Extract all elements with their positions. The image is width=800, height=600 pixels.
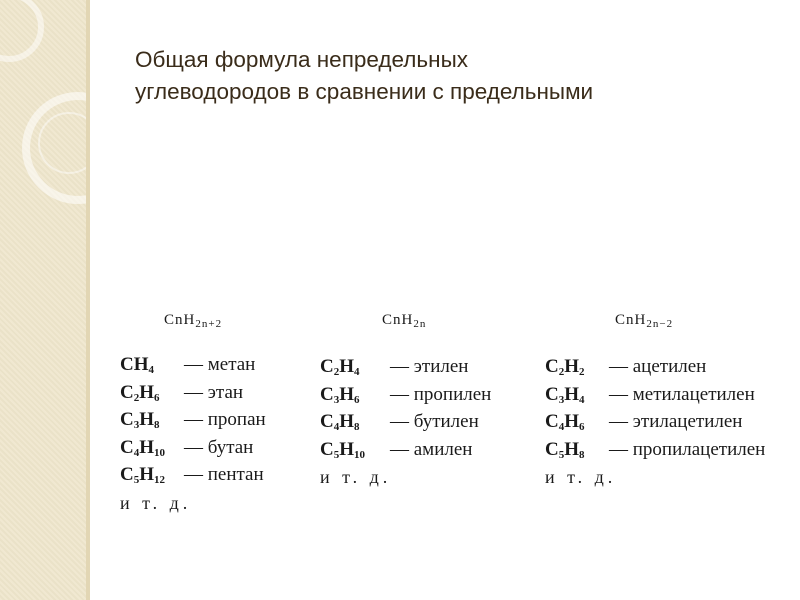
compound-name: — ацетилен — [609, 356, 707, 377]
column-alkenes — [320, 310, 491, 488]
compound-formula: $CH_4$ — [120, 354, 155, 376]
etc-label: и т. д. — [545, 467, 617, 487]
compound-row — [120, 354, 266, 382]
slide-title — [135, 44, 775, 108]
compound-formula: $C_5H_8$ — [545, 438, 585, 461]
compound-formula: $C_2H_6$ — [120, 381, 160, 404]
general-formula: CnH$_{2n-2}$ — [615, 312, 674, 330]
compound-row — [545, 439, 765, 467]
compound-name: — пропан — [184, 409, 266, 430]
compound-name: — пропилацетилен — [609, 438, 766, 460]
column-alkynes — [545, 310, 765, 488]
etc-label: и т. д. — [120, 492, 192, 513]
compound-formula: $C_5H_{12}$ — [120, 464, 166, 486]
compound-formula: $C_2H_2$ — [545, 356, 585, 378]
slide-title-line-1: Общая формула непредельных — [135, 47, 469, 72]
compound-row — [320, 411, 491, 439]
compound-name: — бутилен — [390, 411, 479, 432]
compound-formula: $C_3H_6$ — [320, 383, 360, 406]
general-formula: CnH$_{2n}$ — [382, 312, 427, 330]
general-formula: CnH$_{2n+2}$ — [164, 312, 223, 330]
compound-list — [320, 356, 491, 466]
compound-name: — этан — [184, 381, 244, 403]
column-alkanes — [120, 310, 266, 514]
compound-name: — метан — [184, 354, 256, 375]
compound-row — [320, 356, 491, 384]
compound-name: — этилен — [390, 356, 469, 377]
compound-row — [120, 437, 266, 465]
compound-formula: $C_2H_4$ — [320, 356, 360, 378]
compound-formula: $C_3H_4$ — [545, 383, 585, 406]
compound-row — [320, 384, 491, 412]
compound-formula: $C_3H_8$ — [120, 409, 160, 431]
compound-row — [120, 464, 266, 492]
compound-formula: $C_5H_{10}$ — [320, 438, 366, 461]
decorative-side-strip — [0, 0, 90, 600]
compound-name: — амилен — [390, 438, 473, 460]
compound-row — [120, 409, 266, 437]
compound-list — [545, 356, 765, 466]
compound-list — [120, 354, 266, 492]
compound-formula: $C_4H_6$ — [545, 411, 585, 433]
compound-row — [545, 384, 765, 412]
compound-name: — этилацетилен — [609, 411, 743, 432]
compound-name: — метилацетилен — [609, 383, 755, 405]
decorative-ring — [0, 0, 44, 62]
compound-formula: $C_4H_8$ — [320, 411, 360, 433]
strip-edge — [86, 0, 90, 600]
etc-label: и т. д. — [320, 467, 392, 487]
compound-row — [545, 411, 765, 439]
compound-row — [320, 439, 491, 467]
compound-name: — пентан — [184, 464, 264, 485]
compound-name: — пропилен — [390, 383, 492, 405]
compound-row — [120, 382, 266, 410]
compound-row — [545, 356, 765, 384]
compound-name: — бутан — [184, 436, 254, 458]
compound-formula: $C_4H_{10}$ — [120, 436, 166, 459]
slide-title-line-2: углеводородов в сравнении с предельными — [135, 79, 594, 104]
